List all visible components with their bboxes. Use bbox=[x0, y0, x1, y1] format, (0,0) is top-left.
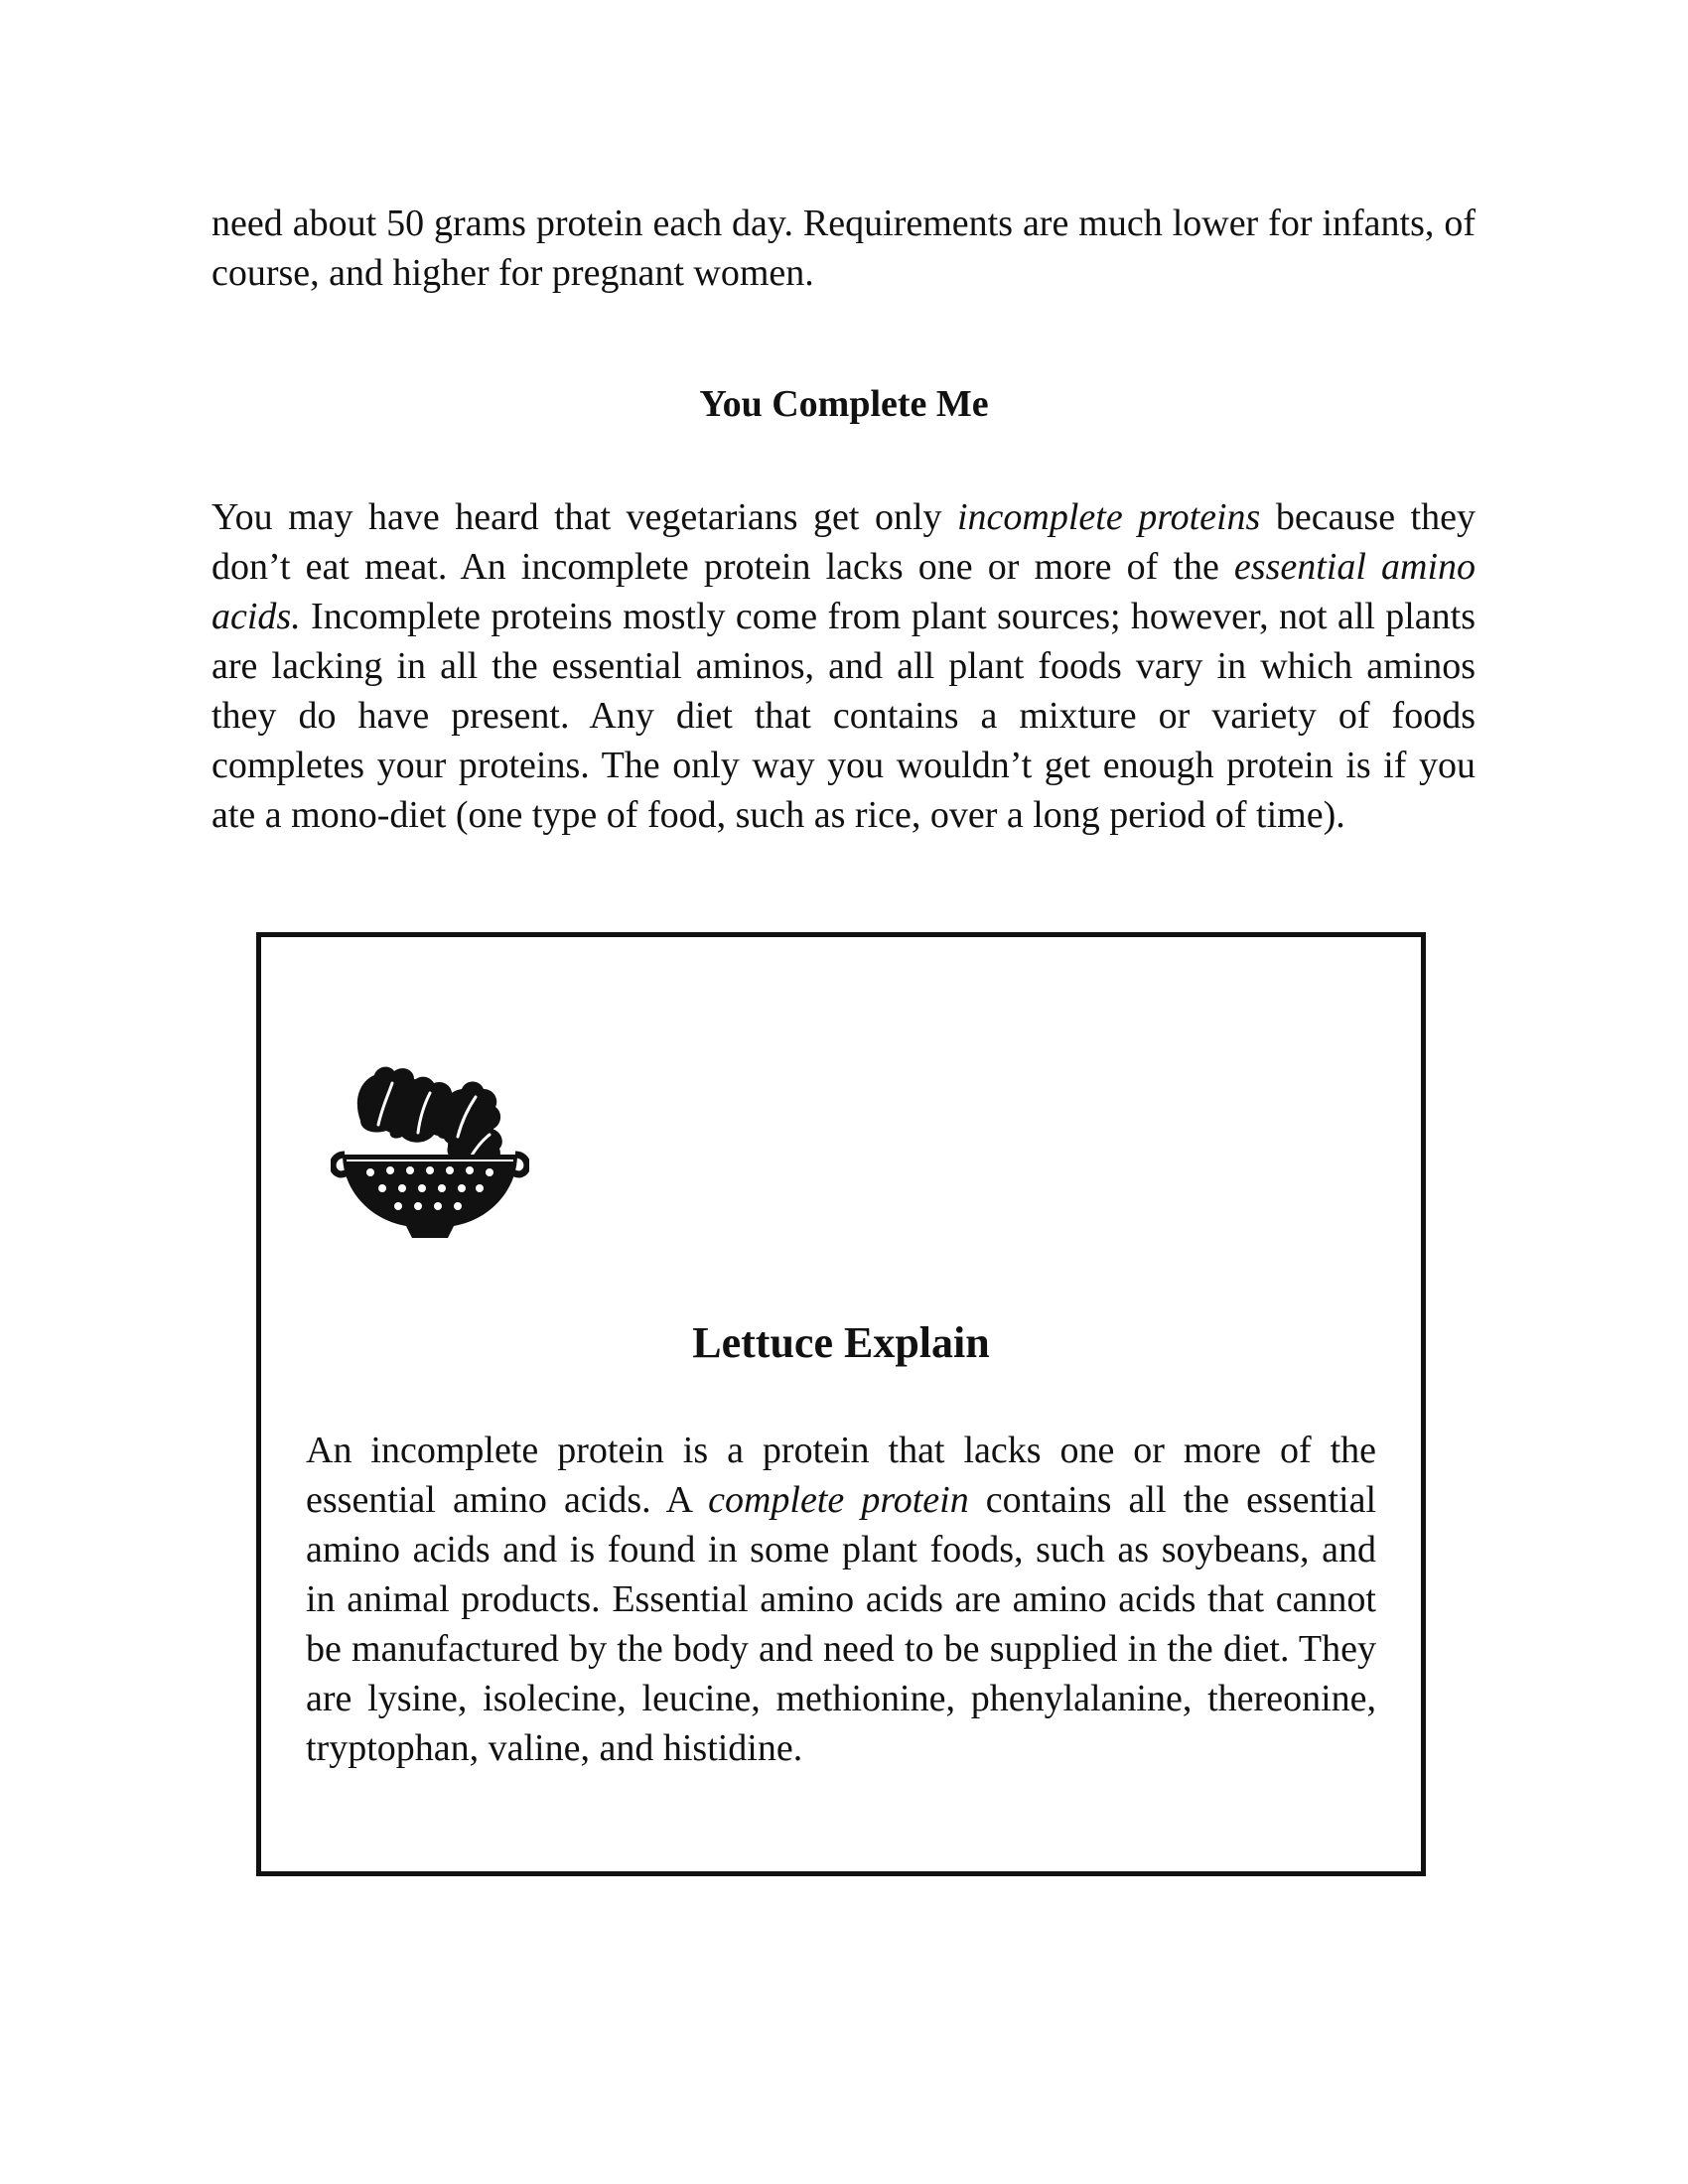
section-paragraph-text-2: because they don’t eat meat. An incomplete protein lacks one or more of the bbox=[211, 496, 1476, 588]
sidebar-paragraph-text-2: contains all the essential amino acids and is found in some plant foods, such as soybeans, and in animal products. Essential amino acids are amino acids that cannot be manufactured by the body and need to be supplied in the diet. They are lysine, isolecine, leucine, methionine, phenylalanine, thereonine, tryptophan, valine, and histidine. bbox=[306, 1479, 1377, 1769]
sidebar-paragraph bbox=[261, 1426, 1421, 1773]
term-incomplete-proteins: incomplete proteins bbox=[957, 496, 1261, 538]
lettuce-colander-icon bbox=[331, 1061, 529, 1245]
section-paragraph-text-1: You may have heard that vegetarians get only bbox=[211, 496, 957, 538]
sidebar-heading: Lettuce Explain bbox=[692, 1318, 990, 1367]
section-heading: You Complete Me bbox=[699, 383, 989, 425]
term-complete-protein: complete protein bbox=[708, 1479, 969, 1521]
sidebar-paragraph-text-1: An incomplete protein is a protein that lacks one or more of the essential amino acids. A bbox=[306, 1430, 1376, 1521]
section-paragraph bbox=[211, 492, 1476, 840]
sidebar-box bbox=[256, 932, 1426, 1876]
term-essential-amino-acids: essential amino acids. bbox=[211, 546, 1477, 637]
section-paragraph-text-3: Incomplete proteins mostly come from plant sources; however, not all plants are lacking in all the essential aminos, and all plant foods vary in which aminos they do have present. Any diet that contains a mixture or variety of foods completes your proteins. The only way you wouldn’t get enough protein is if you ate a mono-diet (one type of food, such as rice, over a long period of time). bbox=[211, 596, 1476, 836]
intro-paragraph: need about 50 grams protein each day. Requirements are much lower for infants, of course, and higher for pregnant women. bbox=[211, 203, 1476, 294]
